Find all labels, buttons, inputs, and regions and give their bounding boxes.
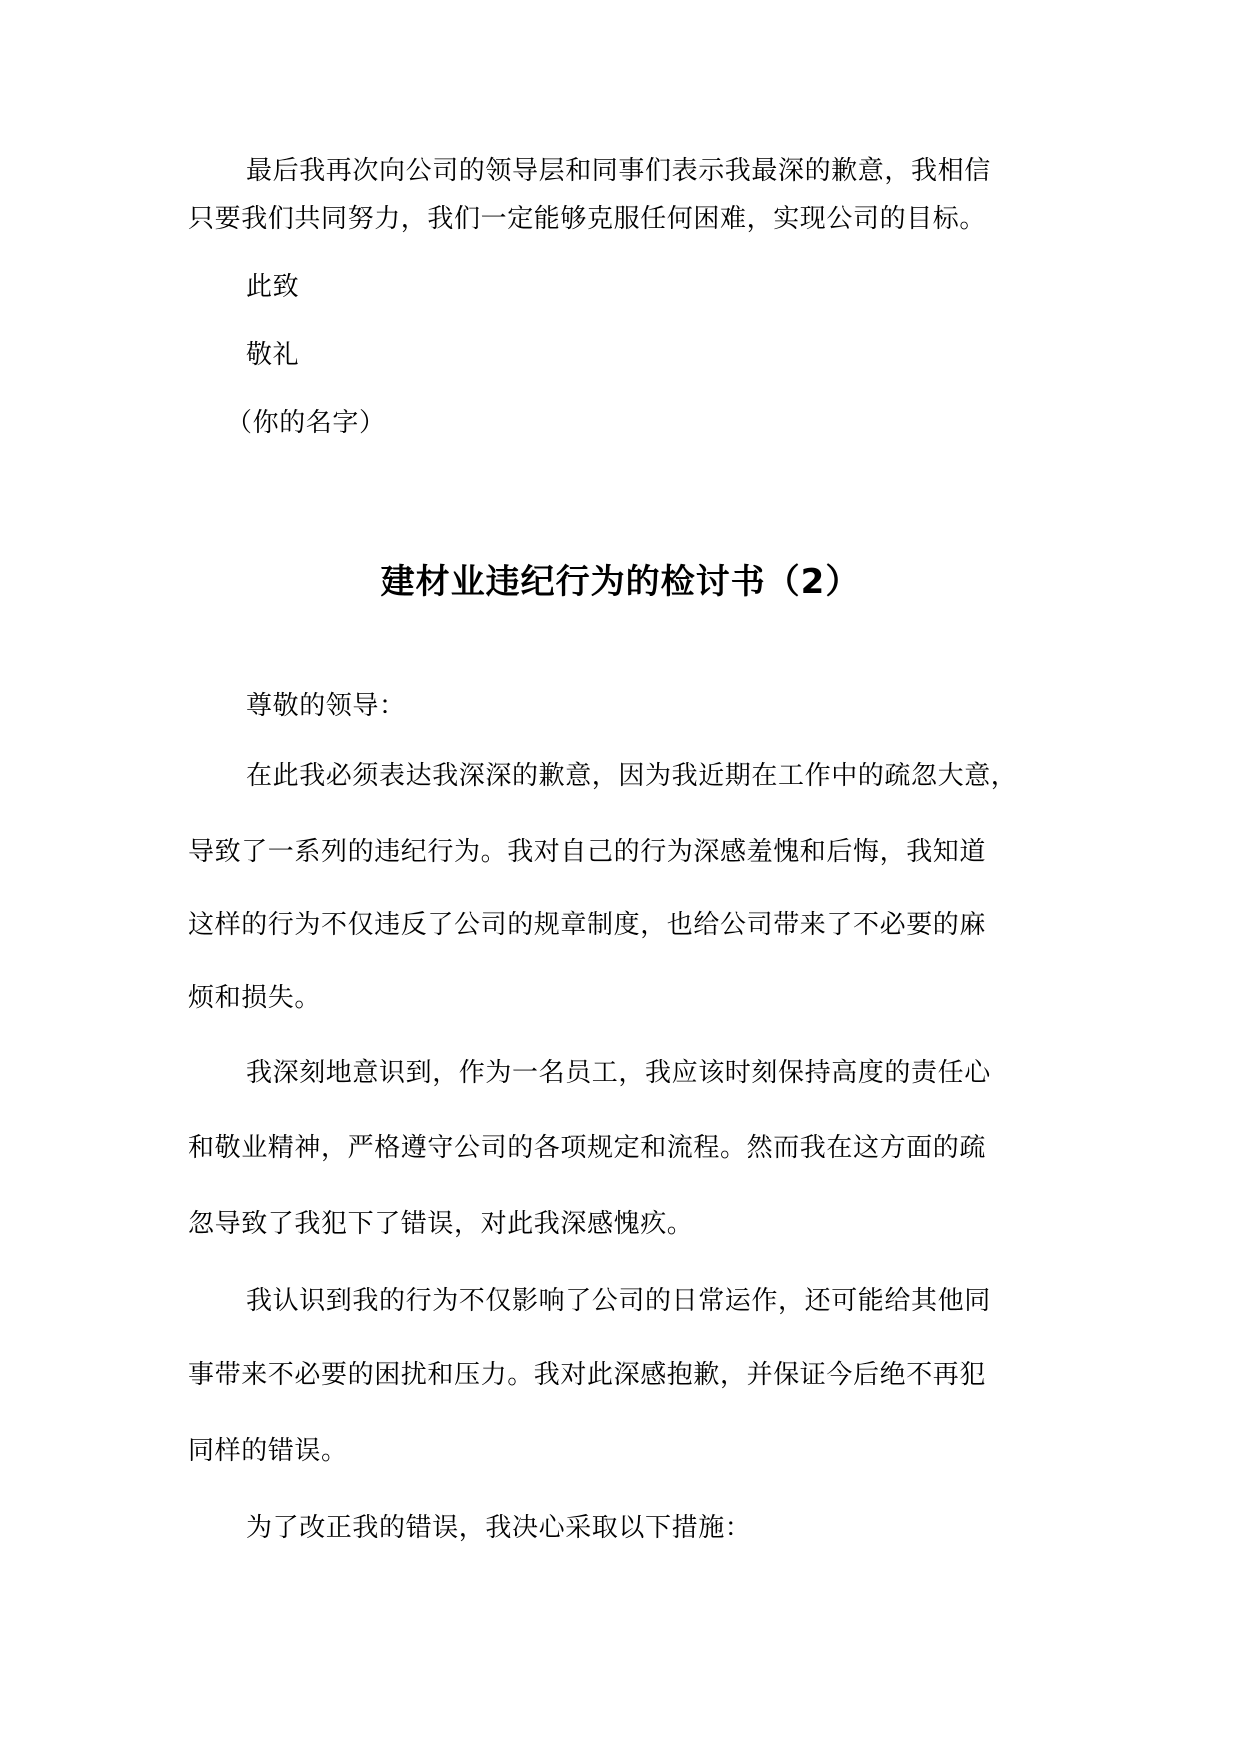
- paragraph-1-line-2: 导致了一系列的违纪行为。我对自己的行为深感羞愧和后悔，我知道: [188, 837, 987, 867]
- paragraph-2-line-2: 和敬业精神，严格遵守公司的各项规定和流程。然而我在这方面的疏: [188, 1133, 987, 1163]
- paragraph-3-line-2: 事带来不必要的困扰和压力。我对此深感抱歉，并保证今后绝不再犯: [188, 1360, 987, 1390]
- closing-paragraph-line-1: 最后我再次向公司的领导层和同事们表示我最深的歉意，我相信: [246, 156, 991, 186]
- signature-placeholder: （你的名字）: [226, 408, 386, 438]
- closing-phrase-cizhi: 此致: [246, 272, 300, 302]
- paragraph-2-line-3: 忽导致了我犯下了错误，对此我深感愧疚。: [188, 1209, 694, 1239]
- document-title: 建材业违纪行为的检讨书（2）: [380, 562, 861, 602]
- paragraph-1-line-1: 在此我必须表达我深深的歉意，因为我近期在工作中的疏忽大意，: [246, 761, 1018, 791]
- paragraph-3-line-1: 我认识到我的行为不仅影响了公司的日常运作，还可能给其他同: [246, 1286, 991, 1316]
- paragraph-3-line-3: 同样的错误。: [188, 1436, 348, 1466]
- closing-paragraph-line-2: 只要我们共同努力，我们一定能够克服任何困难，实现公司的目标。: [188, 204, 987, 234]
- closing-phrase-jingli: 敬礼: [246, 340, 300, 370]
- paragraph-4-line-1: 为了改正我的错误，我决心采取以下措施：: [246, 1513, 752, 1543]
- salutation: 尊敬的领导：: [246, 691, 406, 721]
- paragraph-1-line-3: 这样的行为不仅违反了公司的规章制度，也给公司带来了不必要的麻: [188, 910, 987, 940]
- paragraph-2-line-1: 我深刻地意识到，作为一名员工，我应该时刻保持高度的责任心: [246, 1058, 991, 1088]
- paragraph-1-line-4: 烦和损失。: [188, 983, 322, 1013]
